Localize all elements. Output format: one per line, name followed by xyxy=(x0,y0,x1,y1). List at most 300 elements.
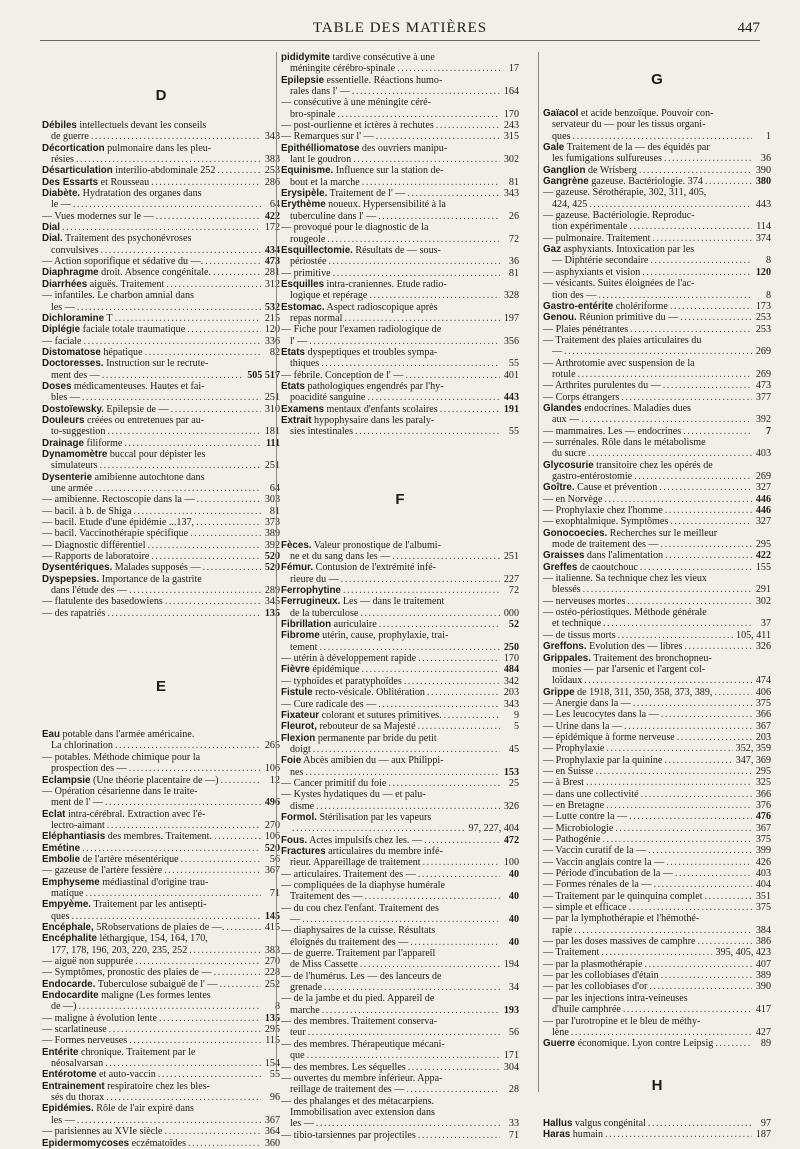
entry-text: Décortication pulmonaire dans les pleu- xyxy=(42,142,212,154)
index-line xyxy=(543,823,771,834)
page-ref: 71 xyxy=(508,1129,519,1141)
page-ref: 377 xyxy=(755,391,771,403)
page-ref: 443 xyxy=(755,198,771,210)
page-ref: 384 xyxy=(755,924,771,936)
entry-text: tion des — xyxy=(552,289,597,301)
entry-text: — par la plasmothérapie xyxy=(543,958,643,970)
leader-dots xyxy=(353,154,500,165)
index-entry xyxy=(42,786,280,809)
index-entry xyxy=(281,676,519,687)
index-entry xyxy=(281,131,519,142)
leader-dots xyxy=(355,426,500,437)
leader-dots xyxy=(629,811,752,822)
index-line xyxy=(543,528,771,539)
index-entry xyxy=(543,460,771,483)
index-entry xyxy=(543,721,771,732)
page-ref: 164 xyxy=(503,86,519,98)
index-line xyxy=(281,699,519,710)
entry-text: Eléphantiasis des membres. Traitement. xyxy=(42,831,212,843)
entry-text: Hallus valgus congénital xyxy=(543,1117,646,1129)
entry-text: du sucre xyxy=(552,448,586,460)
page-ref: 356 xyxy=(503,335,519,347)
index-line xyxy=(42,1035,280,1046)
entry-text: Epilepsie essentielle. Réactions humo- xyxy=(281,74,443,86)
leader-dots xyxy=(86,888,261,899)
entry-text: — tibio-tarsiennes par projectiles xyxy=(281,1129,416,1141)
index-line xyxy=(543,335,771,346)
entry-text: convulsives xyxy=(51,244,99,256)
index-line xyxy=(281,347,519,358)
entry-text: Epidémies. Rôle de l'air expiré dans xyxy=(42,1103,194,1115)
index-line xyxy=(281,120,519,131)
entry-text: les — xyxy=(51,301,75,313)
index-line xyxy=(42,922,280,933)
index-entry xyxy=(281,324,519,347)
index-line xyxy=(543,653,771,664)
index-line xyxy=(281,789,519,800)
index-entry xyxy=(543,641,771,652)
index-line xyxy=(42,131,280,142)
index-entry xyxy=(543,743,771,754)
index-line xyxy=(281,1039,519,1050)
page-ref: 170 xyxy=(503,108,519,120)
index-line xyxy=(281,1073,519,1084)
index-line xyxy=(543,460,771,471)
index-line xyxy=(281,676,519,687)
index-line xyxy=(543,1016,771,1027)
entry-text: — bacil. Vaccinothérapie spécifique xyxy=(42,528,189,540)
index-entry xyxy=(42,347,280,358)
index-line xyxy=(543,358,771,369)
page-ref: 170 xyxy=(503,653,519,665)
entry-text: Eclampsie (Une théorie placentaire de —) xyxy=(42,774,219,786)
leader-dots xyxy=(680,312,752,323)
index-line xyxy=(281,370,519,381)
entry-text: rales dans l' — xyxy=(290,86,350,98)
entry-text: — de l'humérus. Les — des lanceurs de xyxy=(281,970,442,982)
index-entry xyxy=(543,358,771,381)
index-line xyxy=(42,786,280,797)
page-ref: 172 xyxy=(264,222,280,234)
page-ref: 72 xyxy=(508,233,519,245)
leader-dots xyxy=(629,902,752,913)
entry-text: Fèces. Valeur pronostique de l'albumi- xyxy=(281,539,441,551)
entry-text: aux — xyxy=(552,414,580,426)
page-ref: 171 xyxy=(503,1050,519,1062)
entry-text: Douleurs créées ou entretenues par au- xyxy=(42,414,205,426)
index-line xyxy=(543,641,771,652)
index-entry xyxy=(281,75,519,98)
page-ref: 181 xyxy=(264,426,280,438)
entry-text: rougeole xyxy=(290,233,326,245)
entry-text: — potables. Méthode chimique pour la xyxy=(42,751,201,763)
leader-dots xyxy=(652,233,752,244)
entry-text: — italienne. Sa technique chez les vieux xyxy=(543,573,707,585)
index-line xyxy=(543,902,771,913)
page-ref: 228 xyxy=(264,967,280,979)
index-entry xyxy=(543,970,771,981)
entry-text: — Rapports de laboratoire xyxy=(42,551,150,563)
index-line xyxy=(543,108,771,119)
page-ref: 40 xyxy=(508,891,519,903)
index-line xyxy=(281,642,519,653)
page-ref: 55 xyxy=(269,1069,280,1081)
page-ref: 496 xyxy=(264,797,280,809)
index-entry xyxy=(42,211,280,222)
index-entry xyxy=(543,426,771,437)
index-entry xyxy=(543,959,771,970)
entry-text: Haras humain xyxy=(543,1128,604,1140)
index-entry xyxy=(281,733,519,756)
entry-text: Dyspepsies. Importance de la gastrite xyxy=(42,573,202,585)
page-ref: 446 xyxy=(755,505,771,517)
index-line xyxy=(42,267,280,278)
entry-text: — ostéo-périostiques. Méthode générale xyxy=(543,607,707,619)
leader-dots xyxy=(407,188,500,199)
entry-text: — Microbiologie xyxy=(543,822,614,834)
index-entry xyxy=(42,177,280,188)
entry-text: Immobilisation avec extension dans xyxy=(290,1106,435,1118)
index-line xyxy=(543,550,771,561)
entry-text: Des Essarts et Rousseau xyxy=(42,176,150,188)
entry-text: Fous. Actes impulsifs chez les. — xyxy=(281,834,423,846)
index-entry xyxy=(42,540,280,551)
index-entry xyxy=(281,993,519,1016)
leader-dots xyxy=(639,165,752,176)
page-ref: 34 xyxy=(508,982,519,994)
page-ref: 26 xyxy=(508,210,519,222)
leader-dots xyxy=(344,313,500,324)
index-line xyxy=(543,845,771,856)
index-line xyxy=(42,415,280,426)
page-ref: 269 xyxy=(755,471,771,482)
entry-text: dans l'étude des — xyxy=(51,585,128,597)
index-entry xyxy=(42,854,280,865)
entry-text: ques xyxy=(552,130,571,142)
index-line xyxy=(42,256,280,267)
leader-dots xyxy=(171,404,261,415)
entry-text: thiques xyxy=(290,358,320,370)
leader-dots xyxy=(664,153,752,164)
entry-text: Eclat intra-cérébral. Extraction avec l'é- xyxy=(42,808,206,820)
index-line xyxy=(42,392,280,403)
page-ref: 415 xyxy=(264,921,280,933)
page-ref: 1 xyxy=(765,130,771,142)
entry-text: Emphyseme médiastinal d'origine trau- xyxy=(42,876,209,888)
index-line xyxy=(543,789,771,800)
leader-dots xyxy=(100,460,261,471)
leader-dots xyxy=(444,710,500,721)
entry-text: Dysentériques. Malades supposés — xyxy=(42,562,201,574)
leader-dots xyxy=(205,256,261,267)
index-entry xyxy=(281,188,519,199)
page-ref: 106 xyxy=(264,763,280,775)
entry-text: Fractures articulaires du membre infé- xyxy=(281,845,443,857)
index-entry xyxy=(281,630,519,653)
index-line xyxy=(543,1004,771,1015)
page-ref: 187 xyxy=(755,1128,771,1140)
entry-text: — gazeuse. Bactériologie. Reproduc- xyxy=(543,210,695,222)
entry-text: Extrait hypophysaire dans les paraly- xyxy=(281,415,435,426)
entry-text: — xyxy=(552,346,563,358)
index-line xyxy=(42,854,280,865)
index-line xyxy=(281,188,519,199)
index-line xyxy=(42,797,280,808)
leader-dots xyxy=(598,290,752,301)
leader-dots xyxy=(408,1062,500,1073)
index-entry xyxy=(543,210,771,233)
entry-text: Embolie de l'artère mésentérique xyxy=(42,853,179,865)
entry-text: — Fiche pour l'examen radiologique de xyxy=(281,324,442,336)
leader-dots xyxy=(648,1118,752,1129)
index-entry xyxy=(281,245,519,268)
leader-dots xyxy=(367,392,500,403)
entry-text: — des membres. Les séquelles xyxy=(281,1061,406,1073)
index-line xyxy=(281,1118,519,1129)
index-line xyxy=(281,86,519,97)
section-letter: F xyxy=(395,490,405,508)
entry-text: — Arthrotomie avec suspension de la xyxy=(543,357,695,369)
entry-text: l' — xyxy=(290,335,308,347)
leader-dots xyxy=(151,551,261,562)
page-ref: 253 xyxy=(264,165,280,177)
leader-dots xyxy=(583,584,752,595)
index-line xyxy=(281,857,519,868)
leader-dots xyxy=(661,539,752,550)
entry-text: disme xyxy=(290,800,315,812)
index-entry xyxy=(42,1138,280,1149)
entry-text: — du cou chez l'enfant. Traitement des xyxy=(281,902,439,914)
entry-text: rieure du — xyxy=(290,573,339,585)
entry-text: sés du thorax xyxy=(51,1092,105,1104)
index-line xyxy=(281,165,519,176)
index-line xyxy=(543,380,771,391)
page-ref: 473 xyxy=(264,256,280,268)
index-line xyxy=(543,1027,771,1038)
index-line xyxy=(42,154,280,165)
index-entry xyxy=(543,698,771,709)
entry-text: — exophtalmique. Symptômes xyxy=(543,516,669,528)
index-line xyxy=(42,381,280,392)
index-line xyxy=(42,370,280,381)
entry-text: Greffes de caoutchouc xyxy=(543,561,638,573)
leader-dots xyxy=(677,732,752,743)
page-ref: 8 xyxy=(274,1001,280,1013)
index-entry xyxy=(42,517,280,528)
index-line xyxy=(281,211,519,222)
page-ref: 326 xyxy=(503,800,519,812)
entry-text: — Pathogénie xyxy=(543,834,601,845)
index-entry xyxy=(281,381,519,404)
leader-dots xyxy=(586,777,752,788)
leader-dots xyxy=(115,313,261,324)
index-entry xyxy=(543,108,771,142)
index-line xyxy=(281,404,519,415)
index-line xyxy=(42,233,280,244)
page-ref: 114 xyxy=(756,221,771,233)
index-entry xyxy=(543,1038,771,1049)
index-entry xyxy=(543,505,771,516)
entry-text: grenade xyxy=(290,982,322,994)
page-ref: 392 xyxy=(755,414,771,426)
index-entry xyxy=(42,990,280,1013)
index-line xyxy=(543,290,771,301)
page-ref: 315 xyxy=(503,131,519,143)
index-entry xyxy=(42,233,280,256)
leader-dots xyxy=(376,131,500,142)
page-ref: 389 xyxy=(264,528,280,540)
leader-dots xyxy=(621,392,752,403)
index-entry xyxy=(543,516,771,527)
leader-dots xyxy=(166,279,261,290)
page-ref: 336 xyxy=(264,335,280,347)
index-line xyxy=(42,967,280,978)
leader-dots xyxy=(659,482,752,493)
index-line xyxy=(543,1129,771,1140)
entry-text: — diaphysaires de la cuisse. Résultats xyxy=(281,925,436,937)
entry-text: — bacil. à b. de Shiga xyxy=(42,505,132,517)
page-ref: 343 xyxy=(503,698,519,710)
entry-text: prospection des — xyxy=(51,763,127,775)
index-line xyxy=(42,1058,280,1069)
entry-text: — Action soporifique et sédative du —. xyxy=(42,256,204,268)
entry-text: de la tuberculose xyxy=(290,607,359,619)
entry-text: Diplégie faciale totale traumatique xyxy=(42,324,186,336)
page-ref: 310 xyxy=(264,403,280,415)
index-line xyxy=(42,843,280,854)
page-ref: 81 xyxy=(508,176,519,188)
page-ref: 215 xyxy=(264,312,280,324)
index-line xyxy=(543,278,771,289)
entry-text: Entérite chronique. Traitement par le xyxy=(42,1046,196,1058)
page-ref: 203 xyxy=(503,687,519,699)
page-ref: 135 xyxy=(264,1012,280,1024)
entry-text: — infantiles. Le charbon amnial dans xyxy=(42,290,194,302)
index-line xyxy=(543,221,771,232)
index-line xyxy=(42,752,280,763)
leader-dots xyxy=(333,268,500,279)
entry-text: Gaz asphyxiants. Intoxication par les xyxy=(543,244,695,256)
index-line xyxy=(281,1130,519,1141)
index-entry xyxy=(543,947,771,958)
entry-text: gastro-entérostomie xyxy=(552,471,633,482)
index-line xyxy=(42,574,280,585)
index-entry xyxy=(543,1129,771,1140)
index-line xyxy=(543,721,771,732)
leader-dots xyxy=(606,800,752,811)
leader-dots xyxy=(397,63,500,74)
leader-dots xyxy=(319,642,500,653)
entry-text: — par les collobiases d'or xyxy=(543,981,648,993)
entry-text: mode de traitement des — xyxy=(552,539,659,551)
entry-text: — Arthrites purulentes du — xyxy=(543,380,661,392)
index-entry xyxy=(42,1103,280,1126)
index-line xyxy=(543,630,771,641)
entry-text: — Formes nerveuses xyxy=(42,1035,128,1047)
index-line xyxy=(543,993,771,1004)
page-ref: 364 xyxy=(264,1126,280,1138)
index-entry xyxy=(42,506,280,517)
index-entry xyxy=(281,347,519,370)
index-entry xyxy=(42,574,280,597)
index-line xyxy=(281,109,519,120)
index-entry xyxy=(281,415,519,438)
entry-text: le — xyxy=(51,199,71,211)
entry-text: Diarrhées aiguës. Traitement xyxy=(42,278,165,290)
index-line xyxy=(543,675,771,686)
index-line xyxy=(543,131,771,142)
index-line xyxy=(42,1092,280,1103)
entry-text: Grippales. Traitement des bronchopneu- xyxy=(543,652,712,664)
index-line xyxy=(543,811,771,822)
leader-dots xyxy=(164,865,261,876)
page-ref: 389 xyxy=(755,970,771,982)
page-ref: 390 xyxy=(755,981,771,993)
index-entry xyxy=(281,903,519,926)
leader-dots xyxy=(328,256,500,267)
leader-dots xyxy=(589,199,752,210)
entry-text: Empyème. Traitement par les antisepti- xyxy=(42,899,207,911)
entry-text: éloignés du traitement des — xyxy=(290,936,409,948)
index-entry xyxy=(543,845,771,856)
entry-text: Désarticulation interilio-abdominale 252 xyxy=(42,165,216,177)
index-entry xyxy=(42,494,280,505)
entry-text: sies intestinales xyxy=(290,426,354,438)
entry-text: — par les collobiases d'étain xyxy=(543,970,659,982)
index-entry xyxy=(543,312,771,323)
page-ref: 40 xyxy=(508,914,519,926)
entry-text: Genou. Réunion primitive du — xyxy=(543,312,679,324)
index-entry xyxy=(42,562,280,573)
page-ref: 173 xyxy=(755,300,771,312)
leader-dots xyxy=(214,967,261,978)
index-line xyxy=(42,358,280,369)
index-line xyxy=(543,981,771,992)
index-line xyxy=(42,979,280,990)
entry-text: Glycosurie transitoire chez les opérés de xyxy=(543,459,713,471)
page-ref: 327 xyxy=(755,516,771,528)
leader-dots xyxy=(316,801,500,812)
index-line xyxy=(42,1103,280,1114)
page-ref: 373 xyxy=(264,517,280,529)
leader-dots xyxy=(95,483,261,494)
entry-text: — scarlatineuse xyxy=(42,1024,107,1036)
index-line xyxy=(281,63,519,74)
entry-text: — Traitement des plaies articulaires du xyxy=(543,334,702,346)
leader-dots xyxy=(327,234,500,245)
index-entry xyxy=(42,120,280,143)
index-entry xyxy=(543,891,771,902)
index-line xyxy=(42,460,280,471)
entry-text: Gale Traitement de la — des équidés par xyxy=(543,142,710,154)
index-entry xyxy=(281,710,519,721)
leader-dots xyxy=(101,245,261,256)
page-ref: 520 xyxy=(264,551,280,563)
entry-text: les — xyxy=(290,1118,314,1130)
page-ref: 312 xyxy=(264,278,280,290)
page-ref: 227 xyxy=(503,573,519,585)
leader-dots xyxy=(226,922,261,933)
index-entry xyxy=(281,52,519,75)
leader-dots xyxy=(584,675,752,686)
index-line xyxy=(543,153,771,164)
entry-text: rapie xyxy=(552,924,573,936)
entry-text: — Les leucocytes dans la — xyxy=(543,709,659,721)
index-entry xyxy=(281,1096,519,1130)
index-line xyxy=(543,913,771,924)
page-ref: 399 xyxy=(755,845,771,857)
entry-text: Doctoresses. Instruction sur le recrute- xyxy=(42,358,209,370)
